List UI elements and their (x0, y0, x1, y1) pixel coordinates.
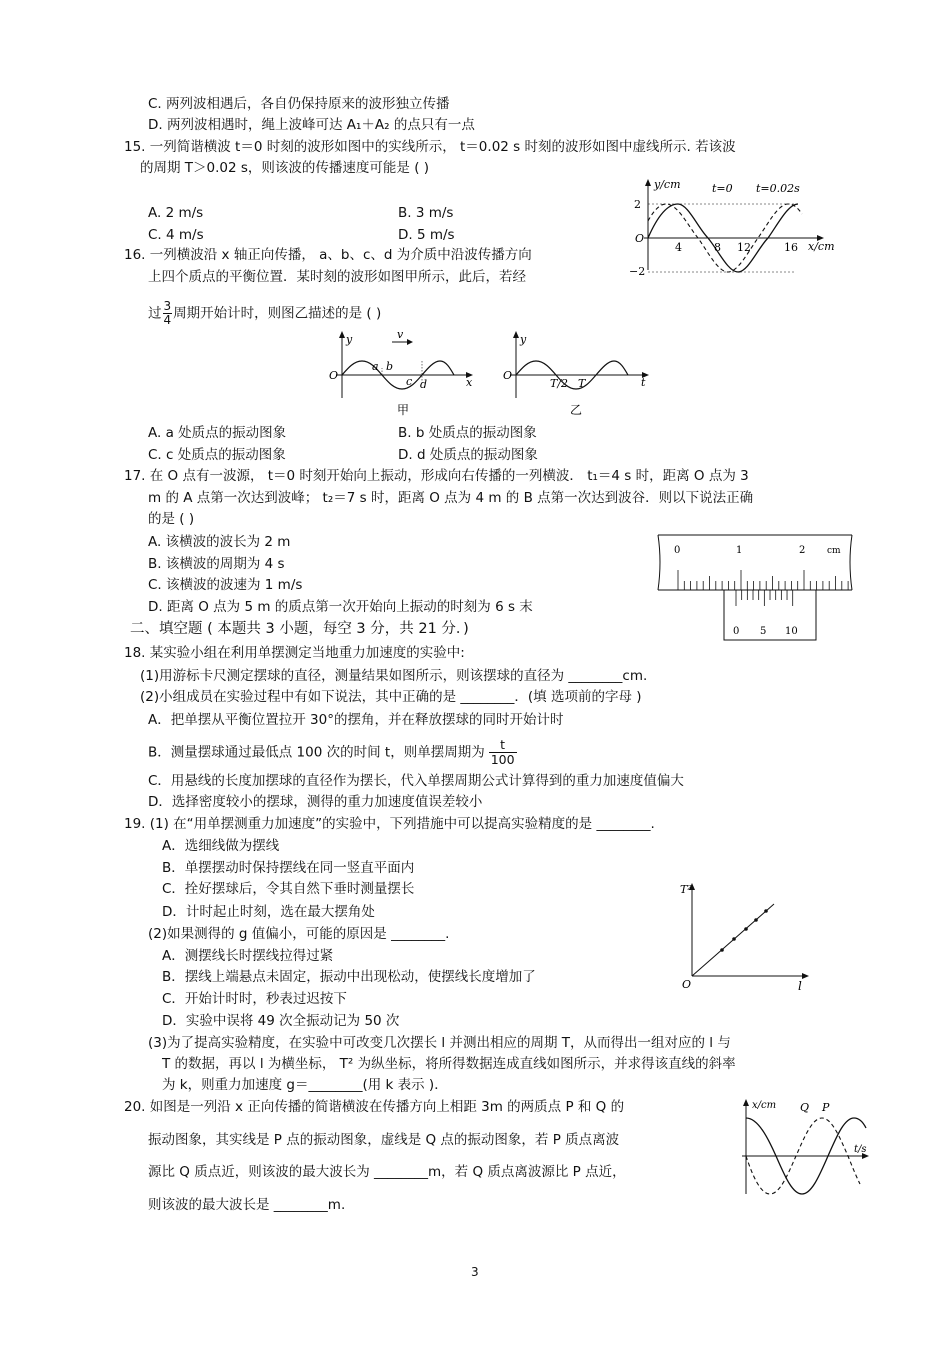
fig16b-origin: O (503, 369, 513, 382)
figure-q15-wave (626, 176, 846, 278)
fig15-label-t0: t=0 (712, 182, 733, 195)
q16-option-a: A. a 处质点的振动图象 (148, 425, 287, 441)
fig15-tick-2: 2 (634, 198, 641, 211)
question-17-stem-2: m 的 A 点第一次达到波峰； t₂＝7 s 时，距离 O 点为 4 m 的 B 点第一次达到波谷．则以下说法正确 (148, 490, 754, 506)
q15-option-c: C. 4 m/s (148, 227, 204, 243)
q18-part-2: (2)小组成员在实验过程中有如下说法，其中正确的是 ________．(填 选项前的字母 ) (140, 689, 642, 705)
q18-option-a: A．把单摆从平衡位置拉开 30°的摆角，并在释放摆球的同时开始计时 (148, 712, 564, 728)
fig15-origin: O (635, 232, 645, 245)
figure-q16-jia (326, 328, 478, 418)
q16-option-b: B. b 处质点的振动图象 (398, 425, 537, 441)
question-17-stem: 17. 在 O 点有一波源， t＝0 时刻开始向上振动，形成向右传播的一列横波． t₁＝4 s 时，距离 O 点为 3 (124, 468, 749, 484)
fig16a-point-d: d (420, 378, 428, 391)
caliper-vernier-5: 5 (760, 626, 767, 637)
q19-2-option-c: C．开始计时时，秒表过迟按下 (162, 991, 347, 1007)
q15-option-b: B. 3 m/s (398, 205, 454, 221)
q17-option-b: B. 该横波的周期为 4 s (148, 556, 285, 572)
q19-1-option-b: B．单摆摆动时保持摆线在同一竖直平面内 (162, 860, 415, 876)
fig19-xlabel: l (798, 979, 802, 992)
caliper-main-0: 0 (674, 545, 681, 556)
fig16a-origin: O (329, 369, 339, 382)
q18-part-1: (1)用游标卡尺测定摆球的直径，测量结果如图所示，则该摆球的直径为 ________cm. (140, 668, 648, 684)
fig15-tick-12: 12 (737, 241, 751, 254)
q19-2-option-b: B．摆线上端悬点未固定，振动中出现松动，使摆线长度增加了 (162, 969, 536, 985)
page-number: 3 (471, 1265, 479, 1279)
fig16b-caption: 乙 (570, 403, 583, 417)
fraction-denominator: 4 (163, 313, 172, 327)
q16-option-c: C. c 处质点的振动图象 (148, 447, 286, 463)
q18-option-c: C．用悬线的长度加摆球的直径作为摆长，代入单摆周期公式计算得到的重力加速度值偏大 (148, 773, 684, 789)
q18-option-b: B．测量摆球通过最低点 100 次的时间 t，则单摆周期为 $\frac{t}{100}$ (148, 737, 515, 767)
question-19-part-2: (2)如果测得的 g 值偏小，可能的原因是 ________. (148, 926, 450, 942)
option-d-q14: D. 两列波相遇时，绳上波峰可达 A₁＋A₂ 的点只有一点 (148, 117, 475, 133)
figure-q16-yi (500, 328, 656, 418)
fig19-ylabel: T² (680, 883, 692, 896)
fig16a-point-a: a (372, 360, 379, 373)
fig20-ylabel: x/cm (752, 1100, 777, 1111)
fig20-label-q: Q (800, 1101, 810, 1114)
q19-1-option-a: A．选细线做为摆线 (162, 838, 280, 854)
fig15-label-t1: t=0.02s (756, 182, 800, 195)
question-20-stem-4: 则该波的最大波长是 ________m. (148, 1197, 346, 1213)
fig15-tick-4: 4 (675, 241, 682, 254)
q17-option-c: C. 该横波的波速为 1 m/s (148, 577, 303, 593)
fig20-label-p: P (822, 1101, 830, 1114)
fig15-tick-16: 16 (784, 241, 798, 254)
question-20-stem-3: 源比 Q 质点近，则该波的最大波长为 ________m，若 Q 质点离波源比 P 点近， (148, 1164, 626, 1180)
q19-1-option-c: C．拴好摆球后，令其自然下垂时测量摆长 (162, 881, 415, 897)
fig15-ylabel: y/cm (654, 178, 681, 191)
q17-option-d: D. 距离 O 点为 5 m 的质点第一次开始向上振动的时刻为 6 s 末 (148, 599, 533, 615)
fig16a-xlabel: x (466, 376, 473, 389)
fig16a-caption: 甲 (397, 403, 410, 417)
fraction-numerator: 3 (163, 299, 172, 313)
section-heading-fill-in: 二、填空题 ( 本题共 3 小题，每空 3 分，共 21 分．) (130, 621, 469, 637)
q18-option-d: D．选择密度较小的摆球，测得的重力加速度值误差较小 (148, 794, 483, 810)
fig15-xlabel: x/cm (808, 240, 835, 253)
question-19-part-3: (3)为了提高实验精度，在实验中可改变几次摆长 l 并测出相应的周期 T，从而得出一组对应的 l 与 (148, 1035, 731, 1051)
q19-2-option-a: A．测摆线长时摆线拉得过紧 (162, 948, 334, 964)
question-16-stem-3: 过 $\frac{3}{4}$ 周期开始计时，则图乙描述的是 ( ) (148, 299, 382, 327)
fig16a-point-c: c (406, 375, 413, 388)
question-19-part-1: 19. (1) 在“用单摆测重力加速度”的实验中，下列措施中可以提高实验精度的是 ________. (124, 816, 655, 832)
fig15-tick-8: 8 (714, 241, 721, 254)
caliper-unit: cm (827, 546, 841, 556)
q16-option-d: D. d 处质点的振动图象 (398, 447, 538, 463)
q19-2-option-d: D．实验中误将 49 次全振动记为 50 次 (162, 1013, 400, 1029)
fig16b-ylabel: y (520, 333, 527, 346)
question-15-stem-2: 的周期 T＞0.02 s，则该波的传播速度可能是 ( ) (140, 160, 430, 176)
question-16-stem: 16. 一列横波沿 x 轴正向传播， a、b、c、d 为介质中沿波传播方向 (124, 247, 532, 263)
fig19-origin: O (682, 978, 692, 991)
fig16a-point-b: b (386, 360, 394, 373)
question-19-part-3-b: T 的数据，再以 l 为横坐标， T² 为纵坐标，将所得数据连成直线如图所示，并求得该直线的斜率 (162, 1056, 736, 1072)
fig16b-xlabel: t (641, 376, 646, 389)
question-20-stem-2: 振动图象，其实线是 P 点的振动图象，虚线是 Q 点的振动图象，若 P 质点离波 (148, 1132, 620, 1148)
fraction-denominator: 100 (490, 752, 515, 767)
fraction-numerator: t (489, 738, 517, 753)
caliper-vernier-10: 10 (785, 626, 798, 637)
vernier-caliper-figure (656, 532, 862, 642)
question-15-stem: 15. 一列简谐横波 t＝0 时刻的波形如图中的实线所示， t＝0.02 s 时刻的波形如图中虚线所示. 若该波 (124, 139, 736, 155)
fig16a-ylabel: y (346, 333, 353, 346)
question-19-part-3-c: 为 k，则重力加速度 g＝________(用 k 表示 )． (162, 1077, 448, 1093)
option-c-q14: C. 两列波相遇后，各自仍保持原来的波形独立传播 (148, 96, 450, 112)
caliper-vernier-0: 0 (733, 626, 740, 637)
figure-q19-t2-vs-l (676, 880, 816, 992)
q15-option-a: A. 2 m/s (148, 205, 204, 221)
q19-1-option-d: D．计时起止时刻，选在最大摆角处 (162, 904, 375, 920)
fig16b-tick-period: T (578, 377, 586, 390)
q17-option-a: A. 该横波的波长为 2 m (148, 534, 291, 550)
caliper-main-2: 2 (799, 545, 806, 556)
figure-q20-vibration (736, 1094, 876, 1198)
question-18-stem: 18. 某实验小组在利用单摆测定当地重力加速度的实验中: (124, 645, 465, 661)
fig15-tick-neg2: −2 (629, 265, 646, 278)
caliper-main-1: 1 (736, 545, 743, 556)
fig20-xlabel: t/s (854, 1144, 867, 1155)
fig16a-velocity-label: v (397, 328, 404, 341)
question-16-stem-2: 上四个质点的平衡位置．某时刻的波形如图甲所示，此后，若经 (148, 269, 526, 285)
question-20-stem: 20. 如图是一列沿 x 正向传播的简谐横波在传播方向上相距 3m 的两质点 P 和 Q 的 (124, 1099, 625, 1115)
q15-option-d: D. 5 m/s (398, 227, 455, 243)
question-17-stem-3: 的是 ( ) (148, 511, 195, 527)
fig16b-tick-half-period: T/2 (550, 377, 569, 390)
